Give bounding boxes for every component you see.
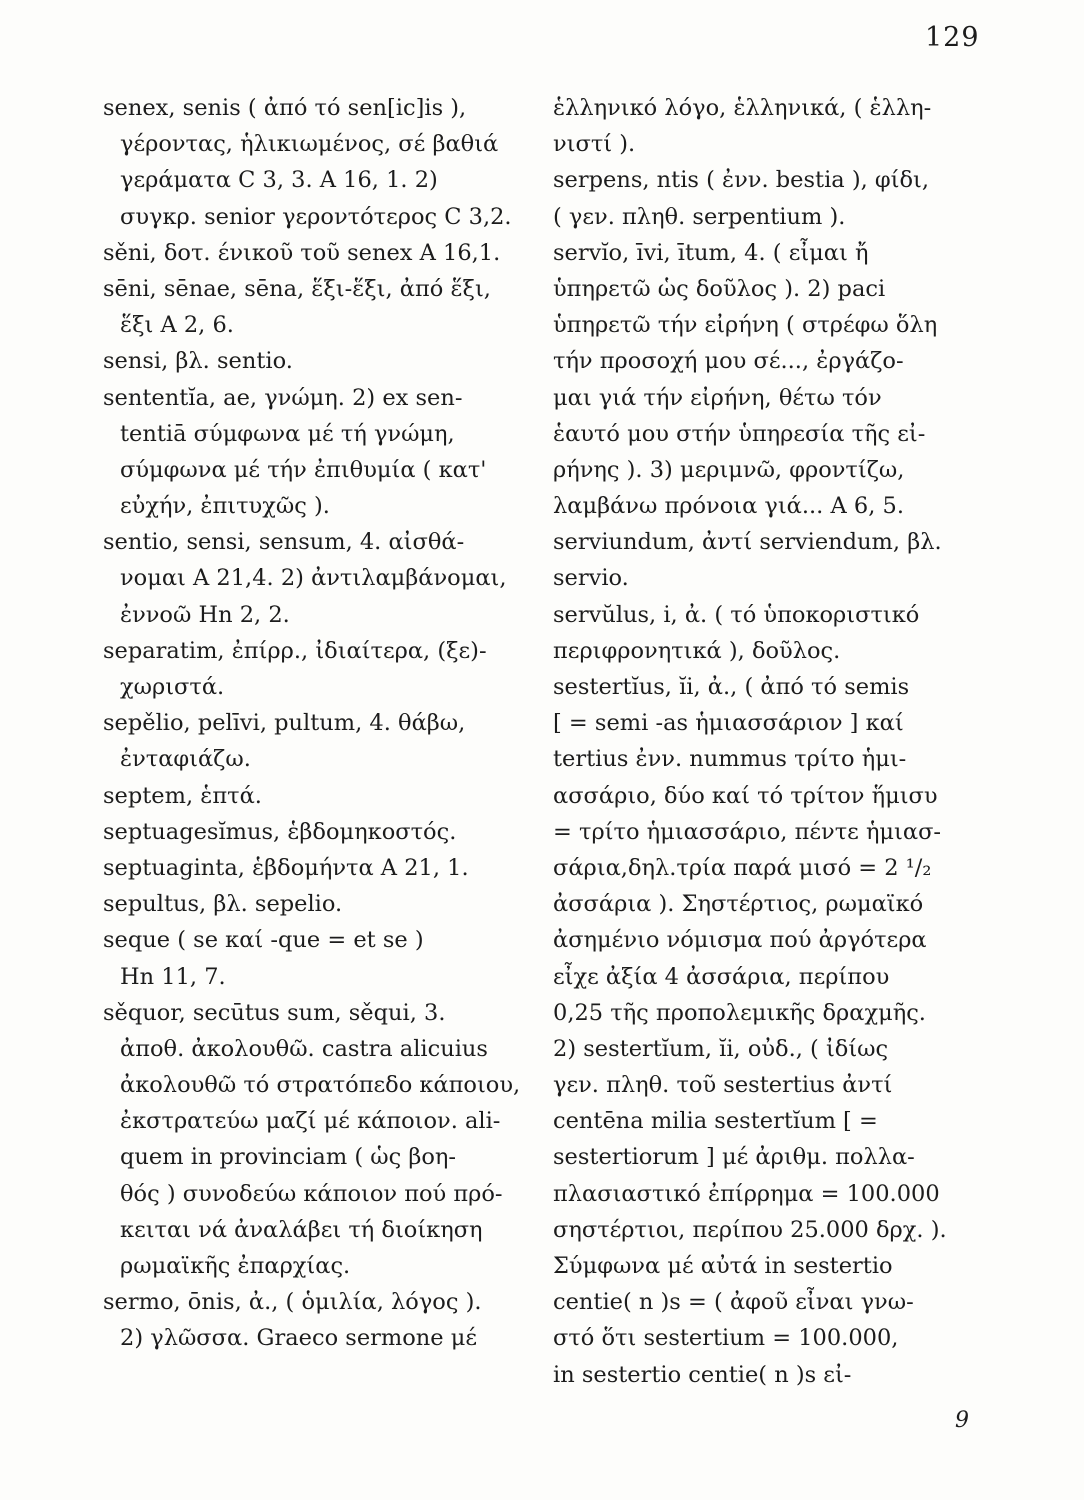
- dictionary-line: sestertiorum ] μέ ἀριθμ. πολλα-: [553, 1144, 915, 1171]
- dictionary-line: ἀκολουθῶ τό στρατόπεδο κάποιου,: [120, 1072, 521, 1099]
- dictionary-line: 2) γλῶσσα. Graeco sermone μέ: [120, 1325, 478, 1352]
- dictionary-line: septem, ἑπτά.: [103, 782, 262, 809]
- left-column: [103, 90, 528, 1357]
- dictionary-line: 2) sestertĭum, ĭi, οὐδ., ( ἰδίως: [553, 1035, 889, 1062]
- dictionary-line: septuagesĭmus, ἑβδομηκοστός.: [103, 818, 457, 845]
- dictionary-line: tertius ἐνν. nummus τρίτο ἡμι-: [553, 746, 907, 773]
- dictionary-line: γεν. πληθ. τοῦ sestertius ἀντί: [553, 1072, 893, 1099]
- dictionary-line: λαμβάνω πρόνοια γιά... A 6, 5.: [553, 493, 904, 520]
- dictionary-line: ἀσσάρια ). Σηστέρτιος, ρωμαϊκό: [553, 891, 924, 918]
- dictionary-line: ἐννοῶ Hn 2, 2.: [120, 601, 290, 628]
- dictionary-line: ἀσημένιο νόμισμα πού ἀργότερα: [553, 927, 927, 954]
- dictionary-line: = τρίτο ἡμιασσάριο, πέντε ἡμιασ-: [553, 818, 942, 845]
- dictionary-line: senex, senis ( ἀπό τό sen[ic]is ),: [103, 95, 467, 121]
- right-column: [553, 90, 983, 1393]
- dictionary-line: ( γεν. πληθ. serpentium ).: [553, 203, 846, 230]
- dictionary-line: ἑλληνικό λόγο, ἑλληνικά, ( ἑλλη-: [553, 95, 932, 121]
- dictionary-line: μαι γιά τήν εἰρήνη, θέτω τόν: [553, 384, 882, 411]
- dictionary-line: Hn 11, 7.: [120, 963, 226, 990]
- dictionary-line: septuaginta, ἑβδομήντα A 21, 1.: [103, 854, 469, 881]
- dictionary-line: sepělio, pelīvi, pultum, 4. θάβω,: [103, 710, 466, 737]
- dictionary-line: sěni, δοτ. ένικοῦ τοῦ senex A 16,1.: [103, 239, 501, 266]
- dictionary-line: ρήνης ). 3) μεριμνῶ, φροντίζω,: [553, 456, 905, 483]
- dictionary-line: Σύμφωνα μέ αὐτά in sestertio: [553, 1253, 893, 1279]
- dictionary-line: σύμφωνα μέ τήν ἐπιθυμία ( κατ': [120, 456, 487, 483]
- dictionary-line: ἀποθ. ἀκολουθῶ. castra alicuius: [120, 1035, 488, 1062]
- dictionary-line: sēni, sēnae, sēna, ἕξι-ἕξι, ἀπό ἕξι,: [103, 275, 491, 302]
- signature-mark: 9: [955, 1408, 969, 1433]
- dictionary-line: εὐχήν, ἐπιτυχῶς ).: [120, 493, 330, 520]
- dictionary-line: 0,25 τῆς προπολεμικῆς δραχμῆς.: [553, 999, 926, 1026]
- dictionary-line: servŭlus, i, ἀ. ( τό ὑποκοριστικό: [553, 601, 920, 628]
- dictionary-line: [ = semi -as ἡμιασσάριον ] καί: [553, 710, 904, 737]
- dictionary-line: sententĭa, ae, γνώμη. 2) ex sen-: [103, 384, 463, 411]
- dictionary-line: seque ( se καί -que = et se ): [103, 927, 424, 954]
- dictionary-line: νομαι A 21,4. 2) ἀντιλαμβάνομαι,: [120, 565, 507, 592]
- dictionary-line: συγκρ. senior γεροντότερος C 3,2.: [120, 203, 512, 230]
- dictionary-line: σηστέρτιοι, περίπου 25.000 δρχ. ).: [553, 1216, 947, 1243]
- dictionary-line: separatim, ἐπίρρ., ἰδιαίτερα, (ξε)-: [103, 637, 487, 664]
- dictionary-line: ὑπηρετῶ ὡς δοῦλος ). 2) paci: [553, 275, 886, 302]
- dictionary-line: ἐκστρατεύω μαζί μέ κάποιον. ali-: [120, 1108, 501, 1135]
- dictionary-line: θός ) συνοδεύω κάποιον πού πρό-: [120, 1180, 503, 1207]
- dictionary-line: τήν προσοχή μου σέ..., ἐργάζο-: [553, 348, 904, 375]
- dictionary-line: γεράματα C 3, 3. A 16, 1. 2): [120, 167, 438, 194]
- dictionary-line: περιφρονητικά ), δοῦλος.: [553, 637, 841, 664]
- dictionary-line: σάρια,δηλ.τρία παρά μισό = 2 ¹/₂: [553, 854, 932, 881]
- page-number: 129: [925, 22, 980, 53]
- dictionary-line: sěquor, secūtus sum, sěqui, 3.: [103, 999, 446, 1026]
- dictionary-line: ασσάριο, δύο καί τό τρίτον ἥμισυ: [553, 782, 938, 809]
- dictionary-line: serviundum, ἀντί serviendum, βλ.: [553, 529, 942, 556]
- dictionary-line: πλασιαστικό ἐπίρρημα = 100.000: [553, 1180, 940, 1207]
- dictionary-line: tentiā σύμφωνα μέ τή γνώμη,: [120, 420, 455, 447]
- dictionary-line: sensi, βλ. sentio.: [103, 348, 293, 375]
- dictionary-line: sestertĭus, ĭi, ἀ., ( ἀπό τό semis: [553, 674, 910, 700]
- dictionary-line: ρωμαϊκῆς ἐπαρχίας.: [120, 1253, 351, 1279]
- dictionary-line: γέροντας, ἡλικιωμένος, σέ βαθιά: [120, 131, 499, 158]
- dictionary-line: κειται νά ἀναλάβει τή διοίκηση: [120, 1216, 483, 1243]
- dictionary-line: servĭo, īvi, ītum, 4. ( εἶμαι ἤ: [553, 239, 869, 266]
- dictionary-line: servio.: [553, 565, 629, 592]
- dictionary-line: centie( n )s = ( ἀφοῦ εἶναι γνω-: [553, 1289, 914, 1316]
- dictionary-line: serpens, ntis ( ἐνν. bestia ), φίδι,: [553, 167, 930, 194]
- dictionary-line: quem in provinciam ( ὡς βοη-: [120, 1144, 457, 1171]
- dictionary-line: στό ὅτι sestertium = 100.000,: [553, 1325, 899, 1352]
- dictionary-line: sentio, sensi, sensum, 4. αἰσθά-: [103, 529, 465, 556]
- dictionary-line: in sestertio centie( n )s εἰ-: [553, 1361, 852, 1388]
- dictionary-line: ἐνταφιάζω.: [120, 746, 251, 773]
- dictionary-line: ἑαυτό μου στήν ὑπηρεσία τῆς εἰ-: [553, 420, 926, 447]
- dictionary-line: ὑπηρετῶ τήν εἰρήνη ( στρέφω ὅλη: [553, 312, 938, 339]
- dictionary-line: sepultus, βλ. sepelio.: [103, 891, 343, 918]
- dictionary-line: χωριστά.: [120, 674, 225, 700]
- dictionary-line: εἶχε ἀξία 4 ἀσσάρια, περίπου: [553, 963, 890, 990]
- dictionary-line: centēna milia sestertĭum [ =: [553, 1108, 878, 1135]
- dictionary-line: sermo, ōnis, ἀ., ( ὁμιλία, λόγος ).: [103, 1289, 482, 1316]
- dictionary-line: ἕξι A 2, 6.: [120, 312, 234, 339]
- dictionary-line: νιστί ).: [553, 131, 636, 158]
